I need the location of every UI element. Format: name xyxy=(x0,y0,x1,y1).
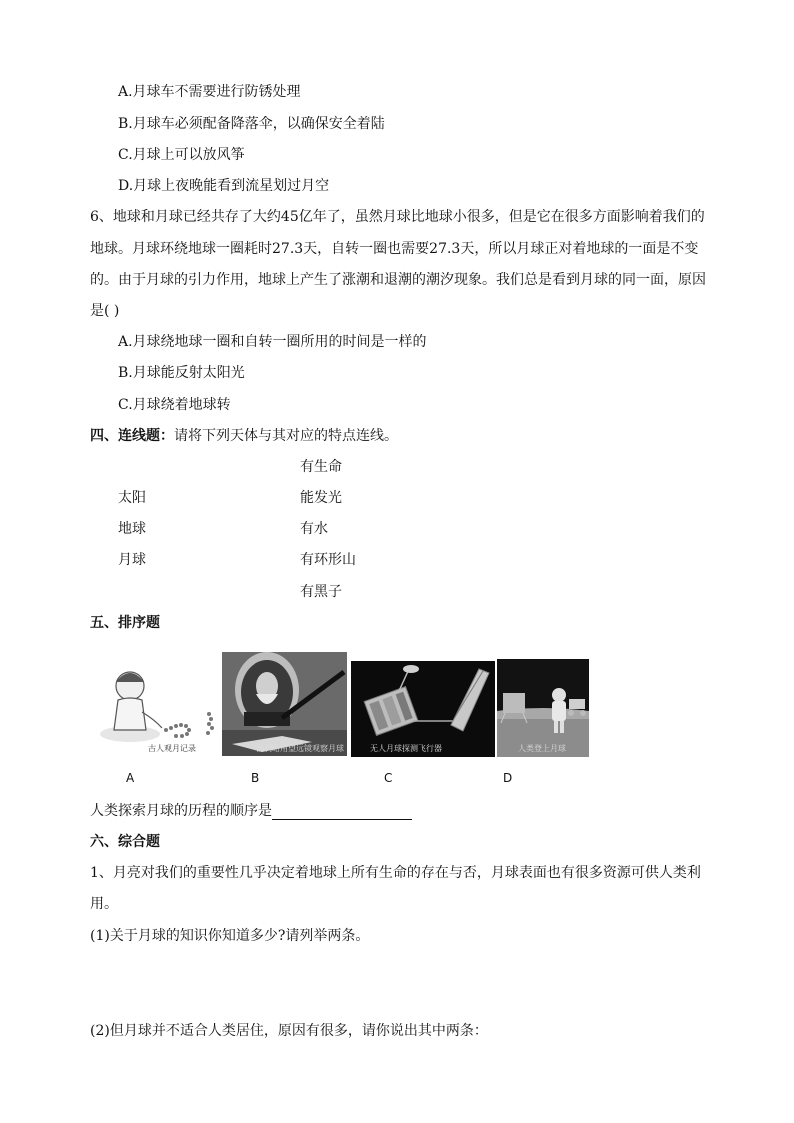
image-c-caption: 无人月球探测飞行器 xyxy=(370,744,442,753)
body-item: 地球 xyxy=(118,521,146,537)
section6-q1-line2: 用。 xyxy=(90,896,118,912)
image-c-label: C xyxy=(384,771,393,785)
image-b-caption: 伽利略用望远镜观察月球 xyxy=(256,744,344,753)
q5-option-d: D.月球上夜晚能看到流星划过月空 xyxy=(118,178,330,194)
section6-sub1: (1)关于月球的知识你知道多少?请列举两条。 xyxy=(90,928,370,944)
q6-option-b: B.月球能反射太阳光 xyxy=(118,365,245,381)
section5-title: 五、排序题 xyxy=(90,615,160,631)
feature-item: 有水 xyxy=(300,521,328,537)
section4-instruction: 请将下列天体与其对应的特点连线。 xyxy=(174,428,398,444)
image-d-label: D xyxy=(503,771,513,785)
q6-text-line2: 地球。月球环绕地球一圈耗时27.3天，自转一圈也需要27.3天，所以月球正对着地球的一面是不变 xyxy=(90,241,699,257)
section6-q1-line1: 1、月亮对我们的重要性几乎决定着地球上所有生命的存在与否，月球表面也有很多资源可供人类利 xyxy=(90,865,701,881)
image-galileo-telescope xyxy=(222,652,347,756)
q6-text-line3: 的。由于月球的引力作用，地球上产生了涨潮和退潮的潮汐现象。我们总是看到月球的同一面，原因 xyxy=(90,272,706,288)
feature-item: 有环形山 xyxy=(300,552,356,568)
image-b-label: B xyxy=(251,771,260,785)
section4-heading xyxy=(90,427,398,445)
section5-question xyxy=(90,802,412,820)
q5-option-b: B.月球车必须配备降落伞，以确保安全着陆 xyxy=(118,116,385,132)
feature-item: 有黑子 xyxy=(300,584,342,600)
q6-option-a: A.月球绕地球一圈和自转一圈所用的时间是一样的 xyxy=(118,334,427,350)
section4-title: 四、连线题： xyxy=(90,428,174,444)
image-d-caption: 人类登上月球 xyxy=(518,744,566,753)
q6-text-line1: 6、地球和月球已经共存了大约45亿年了，虽然月球比地球小很多，但是它在很多方面影响着我们的 xyxy=(90,209,705,225)
q5-option-a: A.月球车不需要进行防锈处理 xyxy=(118,84,301,100)
section5-question-text: 人类探索月球的历程的顺序是 xyxy=(90,803,272,819)
section6-sub2: (2)但月球并不适合人类居住，原因有很多，请你说出其中两条： xyxy=(90,1023,488,1039)
q6-text-line4: 是( ) xyxy=(90,303,120,319)
q6-option-c: C.月球绕着地球转 xyxy=(118,397,231,413)
body-item: 太阳 xyxy=(118,490,146,506)
section6-title: 六、综合题 xyxy=(90,834,160,850)
feature-item: 有生命 xyxy=(300,459,342,475)
body-item: 月球 xyxy=(118,552,146,568)
image-ancient-moon-record xyxy=(90,656,220,756)
image-a-caption: 古人观月记录 xyxy=(148,744,196,753)
answer-blank[interactable] xyxy=(272,805,412,820)
feature-item: 能发光 xyxy=(300,490,342,506)
image-a-label: A xyxy=(126,771,135,785)
q5-option-c: C.月球上可以放风筝 xyxy=(118,147,245,163)
